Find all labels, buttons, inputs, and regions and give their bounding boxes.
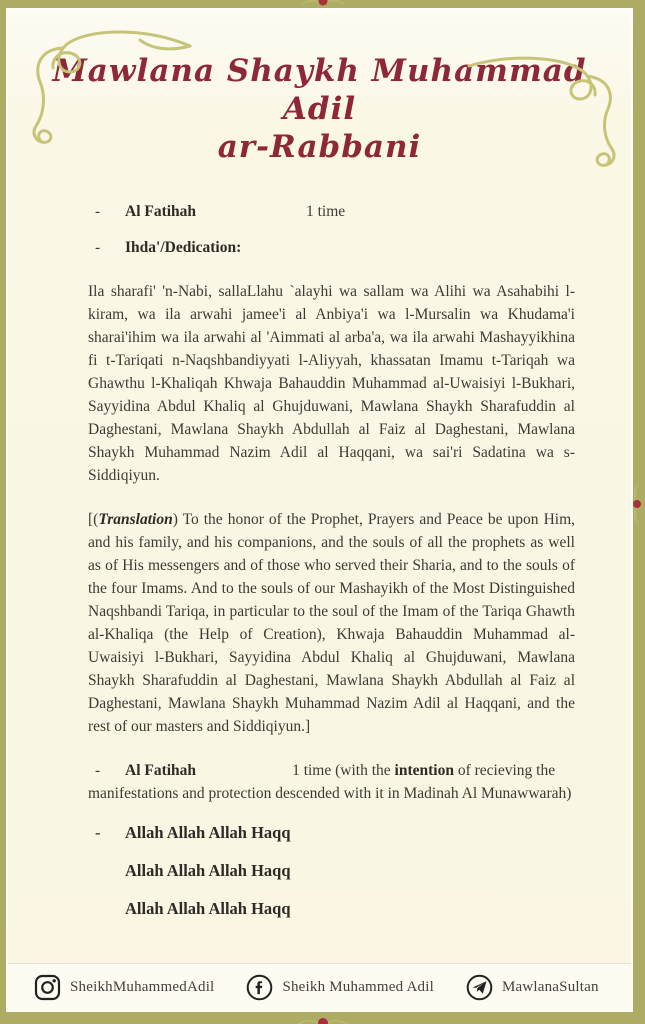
dash-bullet: - bbox=[95, 239, 101, 256]
social-instagram[interactable] bbox=[34, 974, 214, 1001]
intention-bold: intention bbox=[394, 762, 454, 779]
social-telegram[interactable] bbox=[466, 974, 599, 1001]
dhikr-text: Allah Allah Allah Haqq bbox=[125, 860, 291, 880]
social-facebook[interactable] bbox=[246, 974, 434, 1001]
dash-bullet: - bbox=[95, 762, 101, 779]
page-title-line2: ar-Rabbani bbox=[217, 129, 422, 165]
page-sheet bbox=[6, 8, 633, 1012]
fatihah-label: Al Fatihah bbox=[125, 762, 197, 779]
instagram-handle[interactable]: SheikhMuhammedAdil bbox=[70, 978, 215, 995]
translation-label: Translation bbox=[98, 511, 173, 528]
instagram-icon bbox=[34, 974, 61, 1001]
content bbox=[6, 200, 633, 920]
list-item-fatihah bbox=[88, 200, 575, 223]
dash-bullet: - bbox=[95, 822, 101, 842]
dhikr-text: Allah Allah Allah Haqq bbox=[125, 898, 291, 918]
bottom-edge-ornament bbox=[295, 1015, 351, 1024]
facebook-icon bbox=[246, 974, 273, 1001]
translation-body: ) To the honor of the Prophet, Prayers and Peace be upon Him, and his family, and his companions, and the souls of all the prophets as well as of His messengers and of those who served their Sharia, and to the souls of the four Imams. And to the souls of our Mashayikh of the Most Distinguished Naqshbandi Tariqa, in particular to the soul of the Imam of the Tariqa Ghawth al-Khaliqa (the Help of Creation), Khwaja Bahauddin Muhammad al-Uwaisiyi l-Bukhari, Sayyidina Abdul Khaliq al Ghujduwani, Mawlana Shaykh Sharafuddin al Daghestani, Mawlana Shaykh Abdullah al Faiz al Daghestani, Mawlana Shaykh Muhammad Nazim Adil al Haqqani, and the rest of our masters and Siddiqiyun.] bbox=[88, 511, 575, 735]
dhikr-line bbox=[88, 897, 575, 920]
bullet-spacer bbox=[88, 859, 125, 882]
page-title-line1: Mawlana Shaykh Muhammad Adil bbox=[52, 53, 587, 127]
list-item-ihda bbox=[88, 236, 575, 259]
translation-open-bracket: [( bbox=[88, 511, 99, 528]
telegram-handle[interactable]: MawlanaSultan bbox=[501, 978, 599, 995]
facebook-handle[interactable]: Sheikh Muhammed Adil bbox=[282, 978, 434, 995]
translation-paragraph bbox=[88, 508, 575, 738]
list-item-fatihah-intention bbox=[88, 759, 575, 805]
telegram-icon bbox=[466, 974, 493, 1001]
fatihah-count: 1 time bbox=[306, 203, 346, 220]
page-title bbox=[36, 52, 603, 166]
dash-bullet: - bbox=[95, 203, 101, 220]
bullet-spacer bbox=[88, 897, 125, 920]
dedication-paragraph: Ila sharafi' 'n-Nabi, sallaLlahu `alayhi wa sallam wa Alihi wa Asahabihi l-kiram, wa ila arwahi jamee'i al Anbiya'i wa l-Mursalin wa Khudama'i sharai'ihim wa ila arwahi al 'Aimmati al arba'a, wa ila arwahi Mashayyikhina fi t-Tariqati n-Naqshbandiyyati l-Aliyyah, khassatan Imamu t-Tariqah wa Ghawthu l-Khaliqah Khwaja Bahauddin Muhammad al-Uwaisiyi l-Bukhari, Sayyidina Abdul Khaliq al Ghujduwani, Mawlana Shaykh Sharafuddin al Daghestani, Mawlana Shaykh Abdullah al Faiz al Daghestani, Mawlana Shaykh Muhammad Nazim Adil al Haqqani, wa sai'ri Sadatina wa s-Siddiqiyun. bbox=[88, 283, 575, 484]
ihda-label: Ihda'/Dedication: bbox=[125, 239, 242, 256]
fatihah-intention-pre: 1 time (with the bbox=[292, 762, 395, 779]
footer-social-bar bbox=[8, 963, 631, 1010]
dhikr-block bbox=[88, 821, 575, 920]
dhikr-line bbox=[88, 821, 575, 844]
fatihah-label: Al Fatihah bbox=[125, 203, 197, 220]
dhikr-line bbox=[88, 859, 575, 882]
fatihah-intention-post: of recieving the manifestations and protection descended with it in Madinah Al Munawwarah) bbox=[88, 762, 572, 802]
dhikr-text: Allah Allah Allah Haqq bbox=[125, 822, 291, 842]
